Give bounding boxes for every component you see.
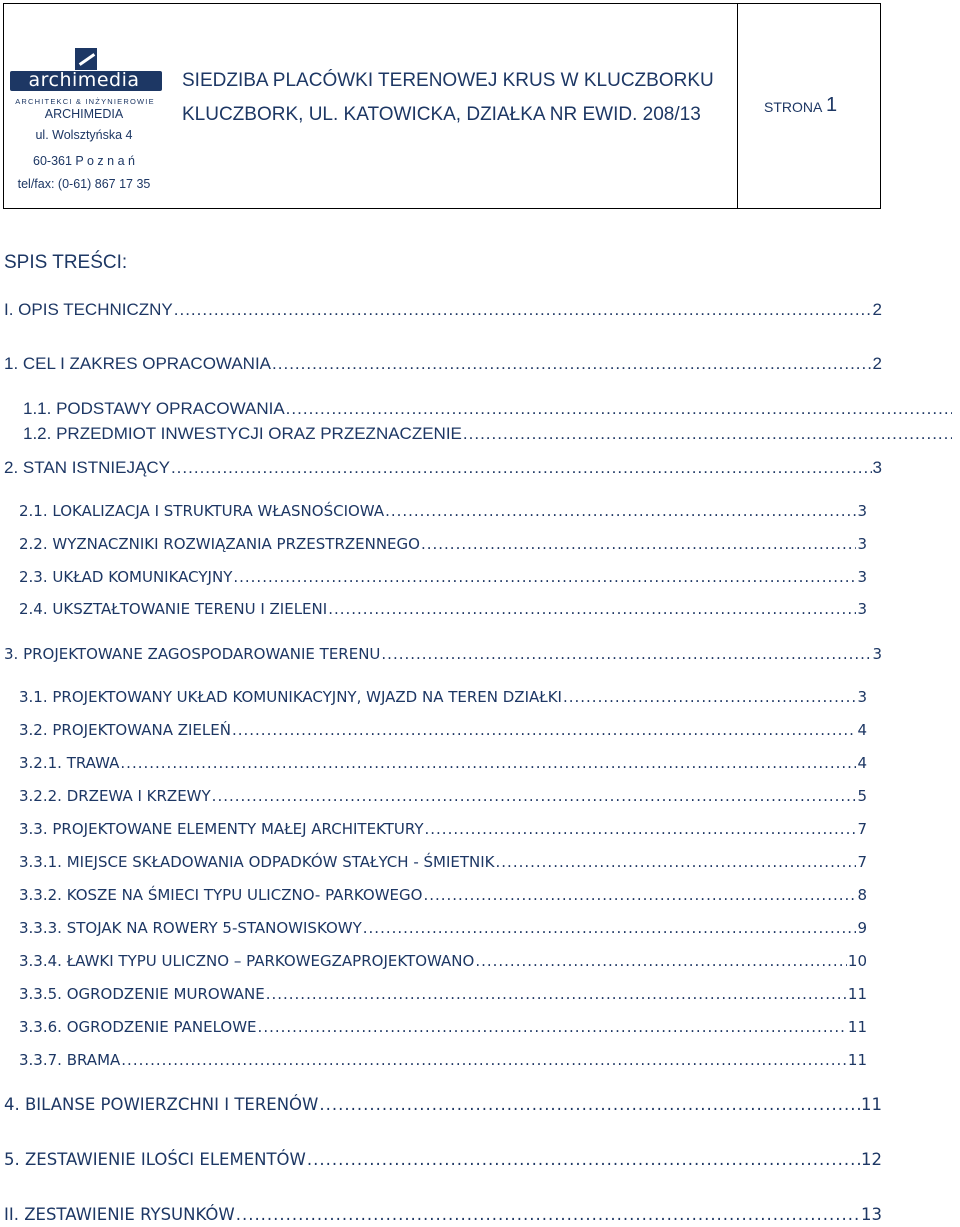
toc-entry[interactable]: 3.3.5. OGRODZENIE MUROWANE ..... 11 xyxy=(19,985,867,1007)
toc-entry[interactable]: 2.3. UKŁAD KOMUNIKACYJNY ..... 3 xyxy=(19,568,867,590)
company-phone: tel/fax: (0-61) 867 17 35 xyxy=(17,177,151,191)
logo-text: archimedia xyxy=(28,69,140,91)
toc-entry[interactable]: 3.2.2. DRZEWA I KRZEWY ..... 5 xyxy=(19,787,867,809)
toc-entry[interactable]: 3.3.7. BRAMA ..... 11 xyxy=(19,1051,867,1073)
toc-entry[interactable]: 3. PROJEKTOWANE ZAGOSPODAROWANIE TERENU ..... 3 xyxy=(4,645,882,667)
toc-entry[interactable]: 2.4. UKSZTAŁTOWANIE TERENU I ZIELENI ..... 3 xyxy=(19,600,867,622)
logo-tagline: ARCHITEKCI & INŻYNIEROWIE xyxy=(15,97,155,106)
toc-entry[interactable]: 3.1. PROJEKTOWANY UKŁAD KOMUNIKACYJNY, WJAZD NA TEREN DZIAŁKI ..... 3 xyxy=(19,688,867,710)
toc-entry[interactable]: 3.2. PROJEKTOWANA ZIELEŃ ..... 4 xyxy=(19,721,867,743)
toc-entry[interactable]: 5. ZESTAWIENIE ILOŚCI ELEMENTÓW ..... 12 xyxy=(4,1150,882,1172)
project-title-line1: SIEDZIBA PLACÓWKI TERENOWEJ KRUS W KLUCZBORKU xyxy=(182,70,714,91)
company-street: ul. Wolsztyńska 4 xyxy=(35,128,133,142)
toc-entry[interactable]: II. ZESTAWIENIE RYSUNKÓW ..... 13 xyxy=(4,1205,882,1227)
page-label: STRONA xyxy=(764,99,823,115)
toc-entry[interactable]: 2.1. LOKALIZACJA I STRUKTURA WŁASNOŚCIOWA ..... 3 xyxy=(19,502,867,524)
toc-entry[interactable]: 3.3.6. OGRODZENIE PANELOWE ..... 11 xyxy=(19,1018,867,1040)
toc-entry[interactable]: 2. STAN ISTNIEJĄCY ..... 3 xyxy=(4,458,882,480)
page-number: 1 xyxy=(826,94,838,116)
toc-entry[interactable]: 3.3.4. ŁAWKI TYPU ULICZNO – PARKOWEGZAPROJEKTOWANO ..... 10 xyxy=(19,952,867,974)
toc-entry[interactable]: 3.3.1. MIEJSCE SKŁADOWANIA ODPADKÓW STAŁYCH - ŚMIETNIK ..... 7 xyxy=(19,853,867,875)
project-title-line2: KLUCZBORK, UL. KATOWICKA, DZIAŁKA NR EWID. 208/13 xyxy=(182,104,701,125)
toc-entry[interactable]: 4. BILANSE POWIERZCHNI I TERENÓW ..... 11 xyxy=(4,1095,882,1117)
company-name: ARCHIMEDIA xyxy=(44,107,124,121)
toc-title: SPIS TREŚCI: xyxy=(4,252,128,273)
toc-entry[interactable]: 3.2.1. TRAWA ..... 4 xyxy=(19,754,867,776)
toc-entry[interactable]: 1. CEL I ZAKRES OPRACOWANIA ..... 2 xyxy=(4,354,882,376)
toc-entry[interactable]: 1.1. PODSTAWY OPRACOWANIA ..... xyxy=(23,399,953,421)
toc-entry[interactable]: 3.3. PROJEKTOWANE ELEMENTY MAŁEJ ARCHITEKTURY ..... 7 xyxy=(19,820,867,842)
toc-entry[interactable]: 3.3.3. STOJAK NA ROWERY 5-STANOWISKOWY ..... 9 xyxy=(19,919,867,941)
toc-entry[interactable]: 2.2. WYZNACZNIKI ROZWIĄZANIA PRZESTRZENNEGO ..... 3 xyxy=(19,535,867,557)
toc-entry[interactable]: 1.2. PRZEDMIOT INWESTYCJI ORAZ PRZEZNACZENIE ..... xyxy=(23,424,953,446)
company-city: 60-361 P o z n a ń xyxy=(33,154,135,168)
toc-entry[interactable]: 3.3.2. KOSZE NA ŚMIECI TYPU ULICZNO- PARKOWEGO ..... 8 xyxy=(19,886,867,908)
toc-entry[interactable]: I. OPIS TECHNICZNY ..... 2 xyxy=(4,300,882,322)
